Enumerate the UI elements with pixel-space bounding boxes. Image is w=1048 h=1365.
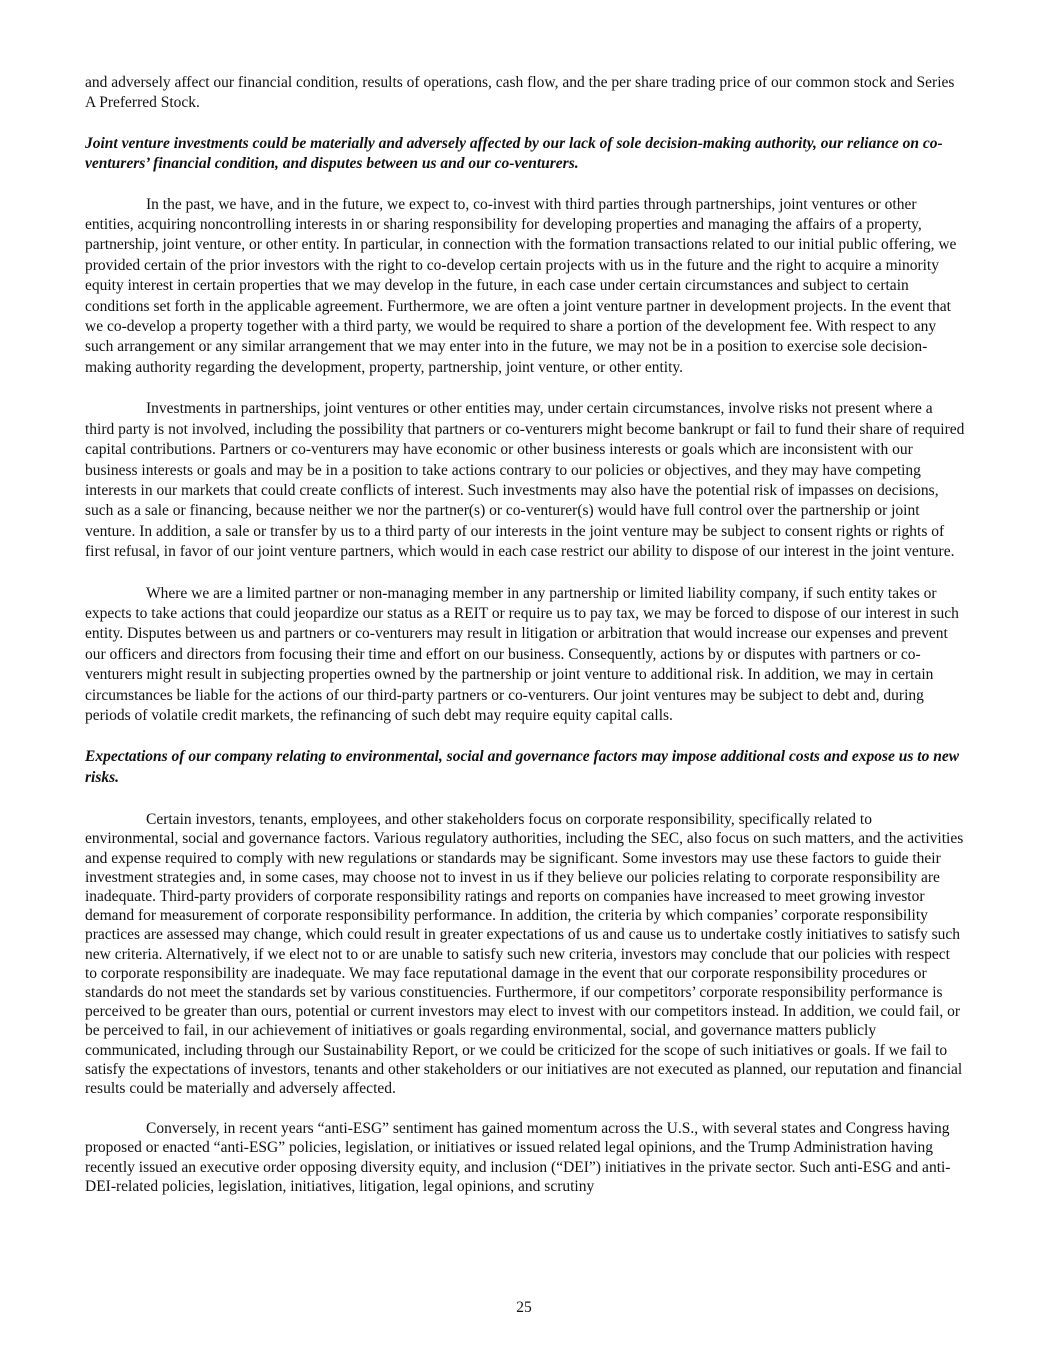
joint-venture-paragraph-1: In the past, we have, and in the future, we expect to, co-invest with third parties through partnerships, joint ventures or other entities, acquiring noncontrolling interests in or sharing responsibility for developing properties and managing the affairs of a property, partnership, joint venture, or other entity. In particular, in connection with the formation transactions related to our initial public offering, we provided certain of the prior investors with the right to co-develop certain projects with us in the future and the right to acquire a minority equity interest in certain properties that we may develop in the future, in each case under certain circumstances and subject to certain conditions set forth in the applicable agreement. Furthermore, we are often a joint venture partner in development projects. In the event that we co-develop a property together with a third party, we would be required to share a portion of the development fee. With respect to any such arrangement or any similar arrangement that we may enter into in the future, we may not be in a position to exercise sole decision-making authority regarding the development, property, partnership, joint venture, or other entity. [85, 195, 957, 376]
esg-paragraph-1: Certain investors, tenants, employees, and other stakeholders focus on corporate responsibility, specifically related to environmental, social and governance factors. Various regulatory authorities, including the SEC, also focus on such matters, and the activities and expense required to comply with new regulations or standards may be significant. Some investors may use these factors to guide their investment strategies and, in some cases, may choose not to invest in us if they believe our policies relating to corporate responsibility are inadequate. Third-party providers of corporate responsibility ratings and reports on companies have increased to meet growing investor demand for measurement of corporate responsibility performance. In addition, the criteria by which companies’ corporate responsibility practices are assessed may change, which could result in greater expectations of us and cause us to undertake costly initiatives to satisfy such new criteria. Alternatively, if we elect not to or are unable to satisfy such new criteria, investors may conclude that our policies with respect to corporate responsibility are inadequate. We may face reputational damage in the event that our corporate responsibility procedures or standards do not meet the standards set by various constituencies. Furthermore, if our competitors’ corporate responsibility performance is perceived to be greater than ours, potential or current investors may elect to invest with our competitors instead. In addition, we could fail, or be perceived to fail, in our achievement of initiatives or goals regarding environmental, social, and governance matters publicly communicated, including through our Sustainability Report, or we could be criticized for the scope of such initiatives or goals. If we fail to satisfy the expectations of investors, tenants and other stakeholders or our initiatives are not executed as planned, our reputation and financial results could be materially and adversely affected. [85, 811, 964, 1098]
page-number: 25 [516, 1299, 532, 1316]
esg-heading: Expectations of our company relating to environmental, social and governance factors may impose additional costs and expose us to new risks. [85, 748, 960, 786]
joint-venture-heading: Joint venture investments could be materially and adversely affected by our lack of sole decision-making authority, our reliance on co-venturers’ financial condition, and disputes between us and our co-venturers. [85, 134, 943, 173]
document-body [85, 73, 965, 1196]
joint-venture-paragraph-2: Investments in partnerships, joint ventures or other entities may, under certain circumstances, involve risks not present where a third party is not involved, including the possibility that partners or co-venturers might become bankrupt or fail to fund their share of required capital contributions. Partners or co-venturers may have economic or other business interests or goals which are inconsistent with our business interests or goals and may be in a position to take actions contrary to our policies or objectives, and they may have competing interests in our markets that could create conflicts of interest. Such investments may also have the potential risk of impasses on decisions, such as a sale or financing, because neither we nor the partner(s) or co-venturer(s) would have full control over the partnership or joint venture. In addition, a sale or transfer by us to a third party of our interests in the joint venture may be subject to consent rights or rights of first refusal, in favor of our joint venture partners, which would in each case restrict our ability to dispose of our interest in the joint venture. [85, 400, 965, 561]
esg-paragraph-2: Conversely, in recent years “anti-ESG” sentiment has gained momentum across the U.S., with several states and Congress having proposed or enacted “anti-ESG” policies, legislation, or initiatives or issued related legal opinions, and the Trump Administration having recently issued an executive order opposing diversity equity, and inclusion (“DEI”) initiatives in the private sector. Such anti-ESG and anti-DEI-related policies, legislation, initiatives, litigation, legal opinions, and scrutiny [85, 1120, 951, 1195]
joint-venture-paragraph-3: Where we are a limited partner or non-managing member in any partnership or limited liability company, if such entity takes or expects to take actions that could jeopardize our status as a REIT or require us to pay tax, we may be forced to dispose of our interest in such entity. Disputes between us and partners or co-venturers may result in litigation or arbitration that would increase our expenses and prevent our officers and directors from focusing their time and effort on our business. Consequently, actions by or disputes with partners or co-venturers might result in subjecting properties owned by the partnership or joint venture to additional risk. In addition, we may in certain circumstances be liable for the actions of our third-party partners or co-venturers. Our joint ventures may be subject to debt and, during periods of volatile credit markets, the refinancing of such debt may require equity capital calls. [85, 584, 959, 724]
opening-paragraph: and adversely affect our financial condition, results of operations, cash flow, and the per share trading price of our common stock and Series A Preferred Stock. [85, 74, 955, 112]
